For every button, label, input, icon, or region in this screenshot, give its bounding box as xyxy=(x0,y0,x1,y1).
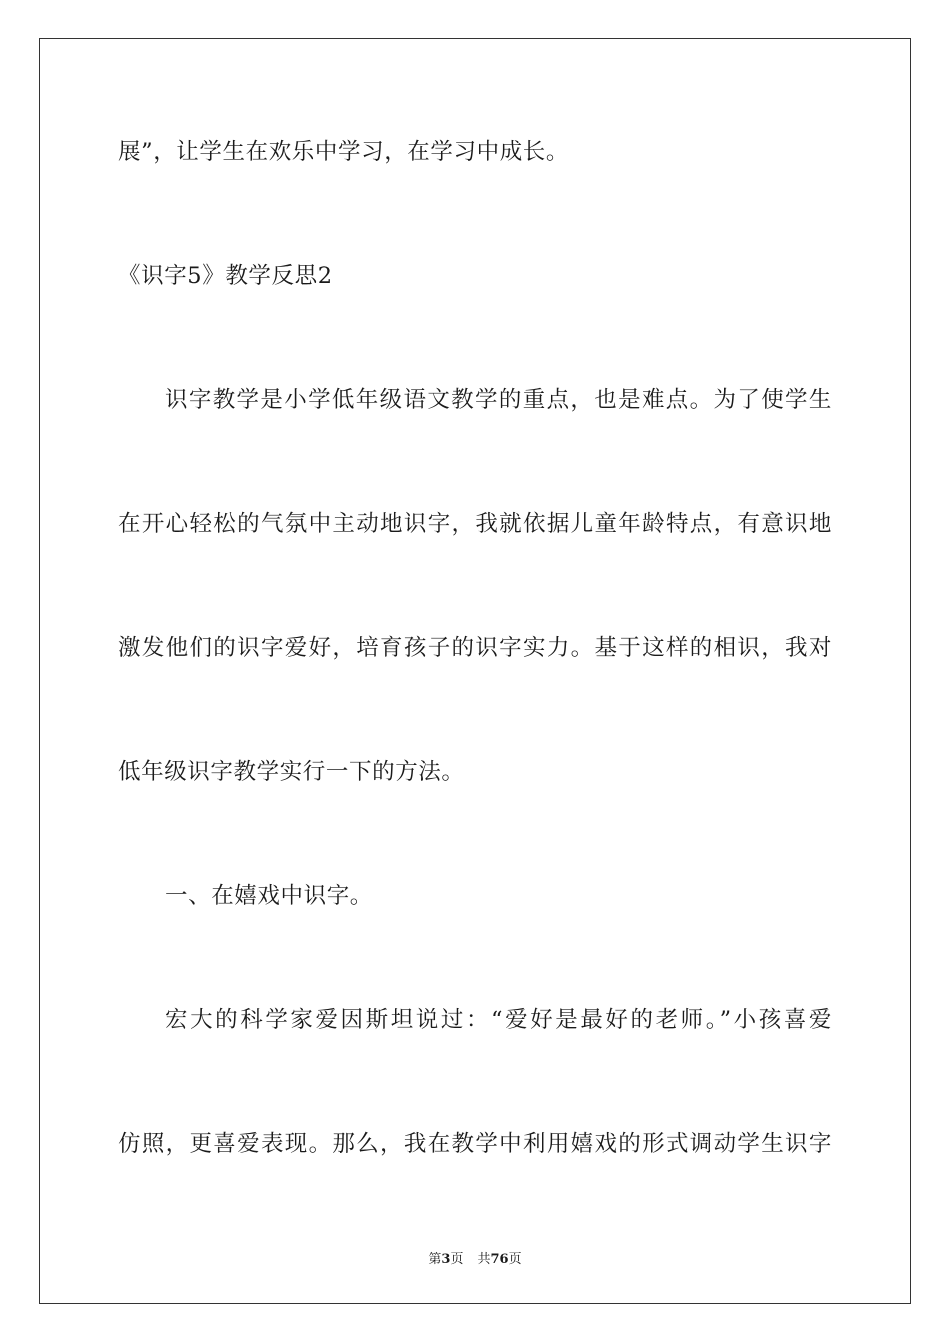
paragraph-line: 宏大的科学家爱因斯坦说过：“爱好是最好的老师。”小孩喜爱 xyxy=(165,1007,832,1033)
page-footer xyxy=(0,1248,950,1267)
section-heading: 《识字5》教学反思2 xyxy=(118,263,333,289)
total-pages: 76 xyxy=(490,1252,509,1267)
paragraph-line: 识字教学是小学低年级语文教学的重点，也是难点。为了使学生 xyxy=(165,387,832,413)
subheading-line: 一、在嬉戏中识字。 xyxy=(165,883,373,909)
page-number: 3 xyxy=(441,1252,451,1267)
page-prefix: 第 xyxy=(428,1252,442,1267)
paragraph-line: 仿照，更喜爱表现。那么，我在教学中利用嬉戏的形式调动学生识字 xyxy=(118,1131,832,1157)
paragraph-line: 在开心轻松的气氛中主动地识字，我就依据儿童年龄特点，有意识地 xyxy=(118,511,832,537)
paragraph-line: 激发他们的识字爱好，培育孩子的识字实力。基于这样的相识，我对 xyxy=(118,635,832,661)
total-prefix: 共 xyxy=(477,1252,491,1267)
paragraph-line: 低年级识字教学实行一下的方法。 xyxy=(118,759,465,785)
page-suffix: 页 xyxy=(450,1252,464,1267)
page-border xyxy=(39,38,911,1304)
total-suffix: 页 xyxy=(508,1252,522,1267)
paragraph-line: 展”，让学生在欢乐中学习，在学习中成长。 xyxy=(118,139,570,165)
